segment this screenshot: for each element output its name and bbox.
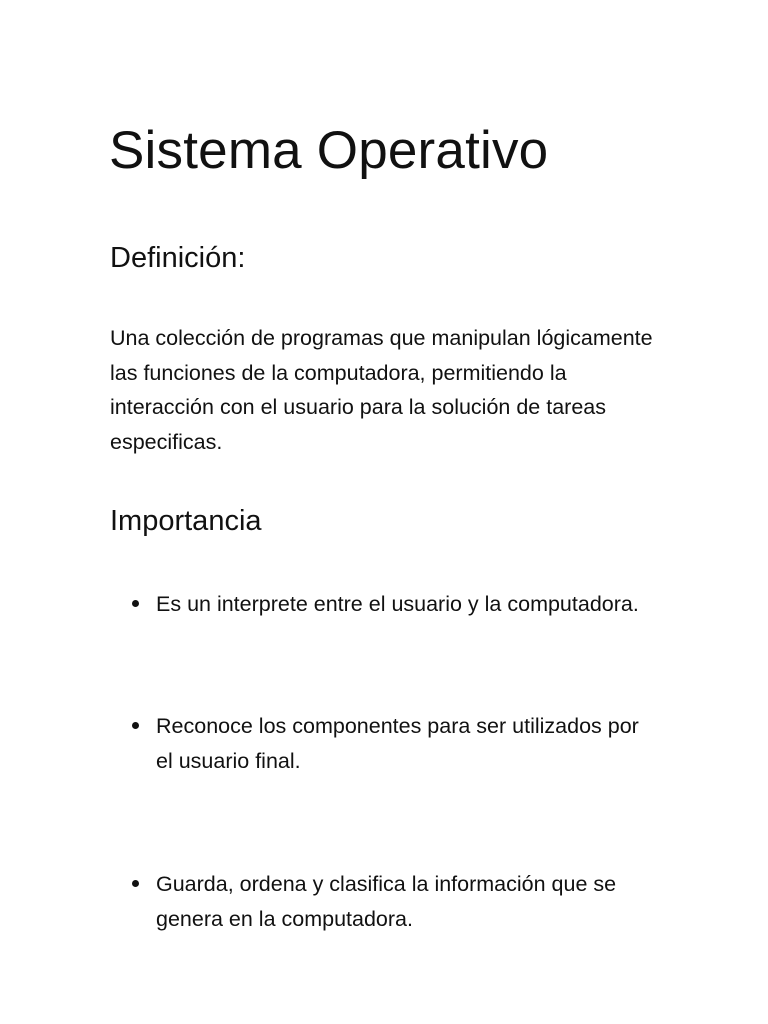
importance-heading: Importancia bbox=[110, 505, 262, 537]
list-item-text: Reconoce los componentes para ser utilizados por el usuario final. bbox=[156, 714, 639, 773]
list-item bbox=[132, 709, 652, 778]
bullet-icon bbox=[132, 722, 139, 729]
bullet-icon bbox=[132, 880, 139, 887]
bullet-icon bbox=[132, 600, 139, 607]
page-title: Sistema Operativo bbox=[109, 121, 549, 180]
list-item-text: Es un interprete entre el usuario y la computadora. bbox=[156, 592, 639, 616]
list-item-text: Guarda, ordena y clasifica la información que se genera en la computadora. bbox=[156, 872, 617, 931]
definition-paragraph: Una colección de programas que manipulan lógicamente las funciones de la computadora, permitiendo la interacción con el usuario para la solución de tareas especificas. bbox=[110, 326, 653, 454]
list-item bbox=[132, 587, 652, 622]
definition-heading: Definición: bbox=[110, 242, 246, 274]
list-item bbox=[132, 867, 652, 936]
